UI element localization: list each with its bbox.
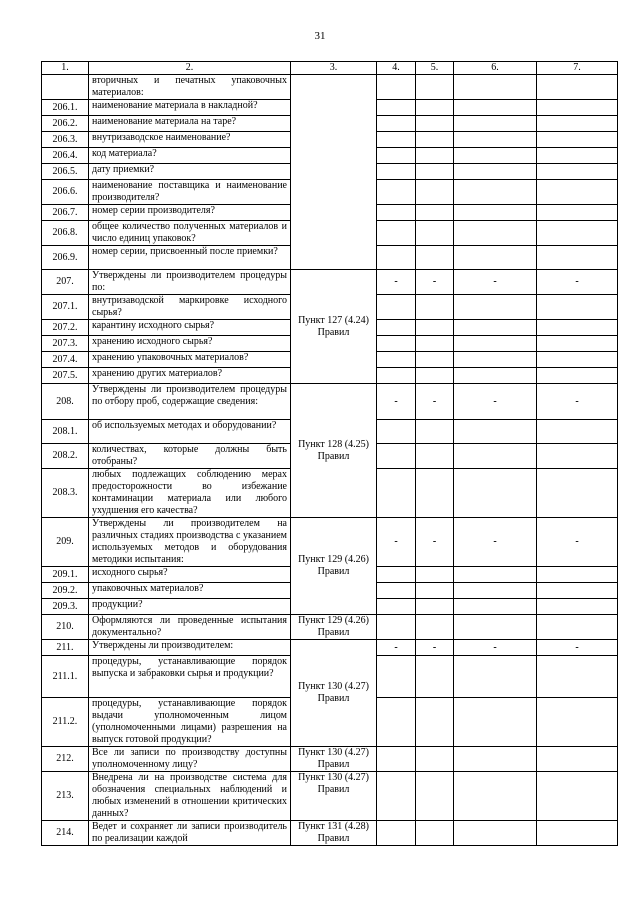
answer-cell-empty [537,336,618,352]
question-text: Утверждены ли производителем: [89,640,291,656]
question-text: дату приемки? [89,164,291,180]
question-text: наименование материала на таре? [89,116,291,132]
answer-cell-empty [537,221,618,246]
question-text: код материала? [89,148,291,164]
answer-cell-empty [537,75,618,100]
question-text: Ведет и сохраняет ли записи производитель по реализации каждой [89,821,291,846]
answer-cell [416,518,454,567]
question-text: хранению исходного сырья? [89,336,291,352]
page-number: 31 [314,30,326,42]
answer-cell [537,640,618,656]
answer-cell-empty [454,469,537,518]
answer-cell-empty [377,821,416,846]
not-applicable-mark: - [432,536,437,547]
answer-cell-empty [537,132,618,148]
answer-cell-empty [454,221,537,246]
not-applicable-mark: - [575,641,579,653]
header-row [42,62,618,75]
item-number: 208.3. [42,469,89,518]
question-text: Все ли записи по производству доступны уполномоченному лицу? [89,747,291,772]
answer-cell [377,384,416,420]
answer-cell-empty [416,615,454,640]
question-text: наименование материала в накладной? [89,100,291,116]
question-text: об используемых методах и оборудовании? [89,420,291,444]
header-col-3: 3. [291,62,377,75]
answer-cell [416,270,454,295]
not-applicable-mark: - [394,641,398,653]
answer-cell-empty [454,180,537,205]
header-col-2: 2. [89,62,291,75]
answer-cell [537,270,618,295]
answer-cell-empty [377,747,416,772]
answer-cell-empty [416,772,454,821]
not-applicable-mark: - [575,536,579,547]
answer-cell-empty [416,132,454,148]
answer-cell-empty [537,148,618,164]
item-number: 214. [42,821,89,846]
header-col-4: 4. [377,62,416,75]
table-row [42,384,618,420]
answer-cell-empty [377,336,416,352]
answer-cell-empty [454,368,537,384]
not-applicable-mark: - [493,276,497,287]
not-applicable-mark: - [432,395,437,407]
answer-cell [377,270,416,295]
answer-cell-empty [377,444,416,469]
answer-cell [454,640,537,656]
answer-cell-empty [537,469,618,518]
answer-cell-empty [454,656,537,698]
header-col-7: 7. [537,62,618,75]
answer-cell-empty [377,205,416,221]
answer-cell-empty [454,747,537,772]
item-number: 209.2. [42,583,89,599]
item-number: 206.8. [42,221,89,246]
answer-cell [454,384,537,420]
table-row [42,640,618,656]
answer-cell [416,384,454,420]
answer-cell-empty [416,180,454,205]
answer-cell-empty [537,599,618,615]
item-number: 209.1. [42,567,89,583]
answer-cell-empty [454,352,537,368]
answer-cell-empty [377,352,416,368]
answer-cell-empty [416,246,454,270]
item-number: 206.6. [42,180,89,205]
answer-cell-empty [537,821,618,846]
answer-cell-empty [416,656,454,698]
item-number: 211. [42,640,89,656]
answer-cell-empty [416,352,454,368]
question-text: любых подлежащих соблюдению мерах предосторожности во избежание контаминации материала или любого ухудшения его качества? [89,469,291,518]
answer-cell-empty [377,116,416,132]
question-text: процедуры, устанавливающие порядок выпуска и забраковки сырья и продукции? [89,656,291,698]
answer-cell-empty [454,320,537,336]
table-row [42,270,618,295]
question-text: Утверждены ли производителем на различных стадиях производства с указанием используемых методов и оборудования методики испытания: [89,518,291,567]
item-number: 206.2. [42,116,89,132]
answer-cell-empty [454,132,537,148]
question-text: количествах, которые должны быть отобраны? [89,444,291,469]
answer-cell-empty [416,747,454,772]
answer-cell-empty [377,320,416,336]
item-number: 207.5. [42,368,89,384]
item-number: 206.1. [42,100,89,116]
answer-cell-empty [416,164,454,180]
answer-cell-empty [537,246,618,270]
answer-cell-empty [377,772,416,821]
answer-cell-empty [537,100,618,116]
answer-cell-empty [416,336,454,352]
answer-cell-empty [537,583,618,599]
answer-cell-empty [416,420,454,444]
not-applicable-mark: - [394,276,398,287]
requirement-reference: Пункт 128 (4.25) Правил [291,384,377,518]
question-text: процедуры, устанавливающие порядок выдачи уполномоченным лицом (уполномоченными лицами) разрешения на выпуск готовой продукции? [89,698,291,747]
question-text: номер серии, присвоенный после приемки? [89,246,291,270]
answer-cell-empty [454,295,537,320]
item-number: 209.3. [42,599,89,615]
answer-cell-empty [377,100,416,116]
table-row [42,772,618,821]
answer-cell [416,640,454,656]
answer-cell-empty [454,420,537,444]
answer-cell-empty [377,295,416,320]
checklist-table [41,61,618,846]
answer-cell-empty [377,656,416,698]
answer-cell-empty [416,205,454,221]
answer-cell-empty [537,180,618,205]
question-text: вторичных и печатных упаковочных материалов: [89,75,291,100]
question-text: Внедрена ли на производстве система для обозначения специальных наблюдений и любых изменений в отношении критических данных? [89,772,291,821]
answer-cell-empty [377,132,416,148]
item-number: 206.7. [42,205,89,221]
not-applicable-mark: - [432,641,437,653]
answer-cell-empty [454,615,537,640]
item-number: 212. [42,747,89,772]
answer-cell [454,270,537,295]
answer-cell-empty [537,320,618,336]
table-row [42,747,618,772]
answer-cell-empty [416,148,454,164]
question-text: внутризаводской маркировке исходного сырья? [89,295,291,320]
item-number: 207.4. [42,352,89,368]
table-row [42,75,618,100]
table-row [42,615,618,640]
table-row [42,821,618,846]
answer-cell-empty [537,368,618,384]
answer-cell-empty [537,205,618,221]
answer-cell [537,518,618,567]
answer-cell-empty [416,821,454,846]
item-number: 213. [42,772,89,821]
item-number: 206.9. [42,246,89,270]
answer-cell-empty [377,164,416,180]
question-text: номер серии производителя? [89,205,291,221]
answer-cell-empty [377,420,416,444]
answer-cell-empty [454,100,537,116]
item-number: 206.3. [42,132,89,148]
answer-cell-empty [377,148,416,164]
answer-cell-empty [377,75,416,100]
item-number: 208.1. [42,420,89,444]
answer-cell-empty [454,567,537,583]
answer-cell-empty [377,599,416,615]
answer-cell-empty [537,352,618,368]
answer-cell-empty [416,221,454,246]
answer-cell-empty [537,116,618,132]
answer-cell-empty [454,75,537,100]
reference-cell-empty [291,75,377,270]
item-number: 208.2. [42,444,89,469]
requirement-reference: Пункт 129 (4.26) Правил [291,615,377,640]
answer-cell-empty [537,444,618,469]
question-text: внутризаводское наименование? [89,132,291,148]
not-applicable-mark: - [394,395,398,407]
answer-cell-empty [416,583,454,599]
requirement-reference: Пункт 130 (4.27) Правил [291,747,377,772]
answer-cell-empty [377,180,416,205]
answer-cell-empty [454,205,537,221]
answer-cell-empty [537,656,618,698]
question-text: хранению упаковочных материалов? [89,352,291,368]
answer-cell-empty [537,772,618,821]
answer-cell-empty [454,821,537,846]
answer-cell-empty [454,148,537,164]
item-number: 211.2. [42,698,89,747]
answer-cell-empty [377,246,416,270]
answer-cell-empty [537,698,618,747]
answer-cell-empty [537,567,618,583]
answer-cell-empty [537,420,618,444]
answer-cell-empty [454,698,537,747]
item-number: 207.3. [42,336,89,352]
question-text: продукции? [89,599,291,615]
answer-cell-empty [377,469,416,518]
answer-cell [377,518,416,567]
answer-cell-empty [416,469,454,518]
answer-cell-empty [377,368,416,384]
not-applicable-mark: - [575,276,579,287]
item-number: 207.2. [42,320,89,336]
answer-cell-empty [454,599,537,615]
answer-cell-empty [377,221,416,246]
answer-cell-empty [416,368,454,384]
answer-cell-empty [454,246,537,270]
not-applicable-mark: - [394,536,398,547]
answer-cell-empty [416,116,454,132]
answer-cell-empty [416,295,454,320]
answer-cell [377,640,416,656]
requirement-reference: Пункт 131 (4.28) Правил [291,821,377,846]
answer-cell-empty [454,772,537,821]
answer-cell-empty [537,164,618,180]
question-text: Оформляются ли проведенные испытания документально? [89,615,291,640]
answer-cell-empty [454,164,537,180]
item-number: 206.5. [42,164,89,180]
question-text: Утверждены ли производителем процедуры по отбору проб, содержащие сведения: [89,384,291,420]
not-applicable-mark: - [432,276,437,287]
answer-cell-empty [377,567,416,583]
answer-cell-empty [454,444,537,469]
question-text: хранению других материалов? [89,368,291,384]
requirement-reference: Пункт 129 (4.26) Правил [291,518,377,615]
answer-cell-empty [377,615,416,640]
not-applicable-mark: - [493,641,497,653]
requirement-reference: Пункт 130 (4.27) Правил [291,772,377,821]
question-text: исходного сырья? [89,567,291,583]
answer-cell-empty [537,295,618,320]
requirement-reference: Пункт 130 (4.27) Правил [291,640,377,747]
answer-cell-empty [416,75,454,100]
answer-cell-empty [416,444,454,469]
item-number: 207. [42,270,89,295]
answer-cell-empty [416,320,454,336]
answer-cell-empty [454,116,537,132]
answer-cell-empty [377,583,416,599]
table-row [42,518,618,567]
answer-cell-empty [416,599,454,615]
answer-cell [537,384,618,420]
answer-cell-empty [454,583,537,599]
question-text: общее количество полученных материалов и число единиц упаковок? [89,221,291,246]
not-applicable-mark: - [493,536,497,547]
question-text: карантину исходного сырья? [89,320,291,336]
item-number: 210. [42,615,89,640]
item-number: 206.4. [42,148,89,164]
not-applicable-mark: - [575,395,579,407]
header-col-1: 1. [42,62,89,75]
header-col-5: 5. [416,62,454,75]
answer-cell-empty [377,698,416,747]
answer-cell-empty [454,336,537,352]
answer-cell-empty [416,100,454,116]
answer-cell-empty [416,698,454,747]
requirement-reference: Пункт 127 (4.24) Правил [291,270,377,384]
answer-cell-empty [537,615,618,640]
header-col-6: 6. [454,62,537,75]
answer-cell [454,518,537,567]
answer-cell-empty [416,567,454,583]
question-text: наименование поставщика и наименование производителя? [89,180,291,205]
item-number: 207.1. [42,295,89,320]
item-number: 208. [42,384,89,420]
question-text: упаковочных материалов? [89,583,291,599]
item-number [42,75,89,100]
item-number: 209. [42,518,89,567]
answer-cell-empty [537,747,618,772]
item-number: 211.1. [42,656,89,698]
question-text: Утверждены ли производителем процедуры по: [89,270,291,295]
not-applicable-mark: - [493,395,497,407]
